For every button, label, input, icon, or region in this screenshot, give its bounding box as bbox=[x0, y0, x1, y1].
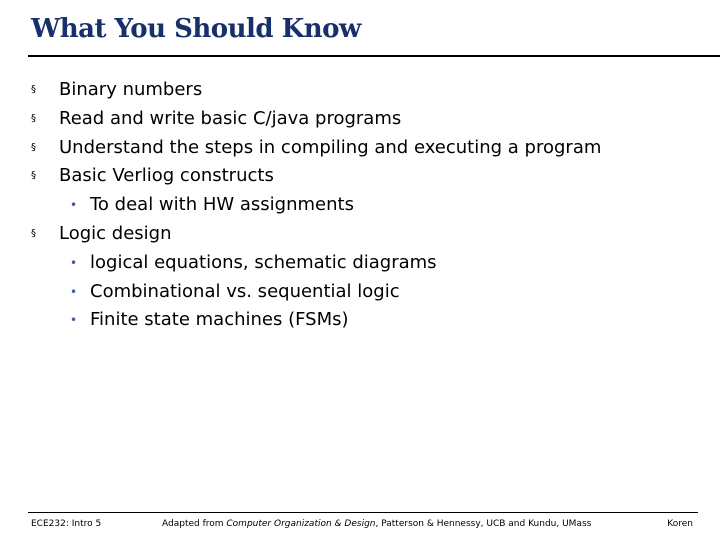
slide-title: What You Should Know bbox=[31, 14, 361, 44]
attribution-book-title: Computer Organization & Design bbox=[226, 519, 376, 529]
section-marker-icon: § bbox=[31, 227, 36, 239]
footer-divider bbox=[28, 512, 698, 513]
footer-author: Koren bbox=[667, 519, 693, 529]
sub-bullet-text: logical equations, schematic diagrams bbox=[90, 251, 437, 273]
sub-bullet-text: Finite state machines (FSMs) bbox=[90, 309, 349, 331]
bullet-text: Understand the steps in compiling and executing a program bbox=[59, 136, 602, 158]
bullet-text: Read and write basic C/java programs bbox=[59, 107, 402, 129]
footer-course-label: ECE232: Intro 5 bbox=[31, 519, 102, 529]
bullet-dot-icon: • bbox=[70, 255, 78, 270]
bullet-dot-icon: • bbox=[70, 284, 78, 299]
bullet-text: Binary numbers bbox=[59, 79, 203, 100]
section-marker-icon: § bbox=[31, 141, 36, 153]
section-marker-icon: § bbox=[31, 170, 36, 182]
sub-bullet-text: To deal with HW assignments bbox=[90, 194, 354, 216]
attribution-suffix: , Patterson & Hennessy, UCB and Kundu, UMass bbox=[375, 519, 592, 529]
section-marker-icon: § bbox=[31, 84, 36, 95]
bullet-text: Logic design bbox=[59, 222, 172, 244]
bullet-dot-icon: • bbox=[70, 198, 78, 213]
sub-bullet-text: Combinational vs. sequential logic bbox=[90, 280, 400, 302]
title-divider bbox=[28, 55, 720, 57]
bullet-text: Basic Verliog constructs bbox=[59, 165, 274, 187]
bullet-dot-icon: • bbox=[70, 313, 78, 328]
section-marker-icon: § bbox=[31, 112, 36, 124]
footer-attribution bbox=[162, 519, 591, 529]
attribution-prefix: Adapted from bbox=[162, 519, 227, 529]
